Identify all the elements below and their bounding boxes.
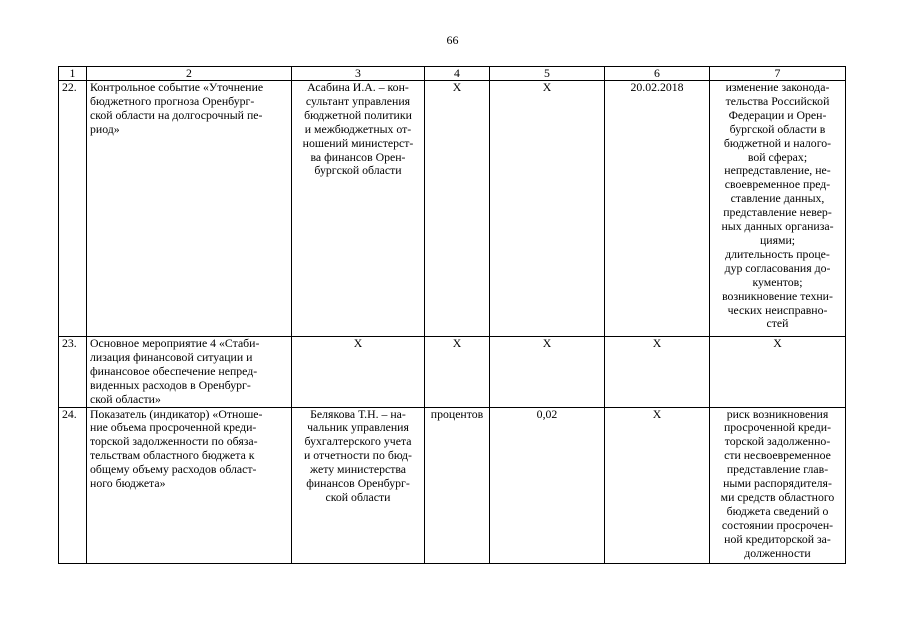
table-header-row [59, 67, 846, 81]
column-number-1: 1 [59, 67, 87, 81]
value-cell: Х [490, 81, 605, 337]
date-cell: 20.02.2018 [605, 81, 710, 337]
unit-cell: Х [425, 81, 490, 337]
date-cell: Х [605, 407, 710, 563]
row-number: 22. [59, 81, 87, 337]
risks-cell: Х [710, 337, 846, 408]
row-number: 23. [59, 337, 87, 408]
responsible-person: Асабина И.А. – кон- сультант управления бюджетной политики и межбюджетных от- ношений министерст- ва финансов Орен- бургской области [292, 81, 425, 337]
column-number-6: 6 [605, 67, 710, 81]
table-row [59, 81, 846, 337]
value-cell: 0,02 [490, 407, 605, 563]
table-row [59, 407, 846, 563]
table-row [59, 337, 846, 408]
column-number-3: 3 [292, 67, 425, 81]
column-number-5: 5 [490, 67, 605, 81]
measures-table [58, 66, 846, 564]
page-number: 66 [446, 33, 459, 47]
column-number-7: 7 [710, 67, 846, 81]
unit-cell: Х [425, 337, 490, 408]
measure-name: Основное мероприятие 4 «Стаби- лизация финансовой ситуации и финансовое обеспечение непред- виденных расходов в Оренбург- ской области» [87, 337, 292, 408]
measure-name: Показатель (индикатор) «Отноше- ние объема просроченной креди- торской задолженности по обяза- тельствам областного бюджета к общему объему расходов област- ного бюджета» [87, 407, 292, 563]
measure-name: Контрольное событие «Уточнение бюджетного прогноза Оренбург- ской области на долгосрочный пе- риод» [87, 81, 292, 337]
date-cell: Х [605, 337, 710, 408]
column-number-2: 2 [87, 67, 292, 81]
unit-cell: процентов [425, 407, 490, 563]
responsible-person: Х [292, 337, 425, 408]
column-number-4: 4 [425, 67, 490, 81]
row-number: 24. [59, 407, 87, 563]
responsible-person: Белякова Т.Н. – на- чальник управления бухгалтерского учета и отчетности по бюд- жету министерства финансов Оренбург- ской области [292, 407, 425, 563]
risks-cell: изменение законода- тельства Российской Федерации и Орен- бургской области в бюджетной и налого- вой сферах; непредставление, не- своевременное пред- ставление данных, представление невер- ных данных организа- циями; длительность проце- дур согласования до- кументов; возникновение техни- ческих неисправно- стей [710, 81, 846, 337]
value-cell: Х [490, 337, 605, 408]
risks-cell: риск возникновения просроченной креди- торской задолженно- сти несвоевременное представление глав- ными распорядителя- ми средств областного бюджета сведений о состоянии просрочен- ной кредиторской за- долженности [710, 407, 846, 563]
